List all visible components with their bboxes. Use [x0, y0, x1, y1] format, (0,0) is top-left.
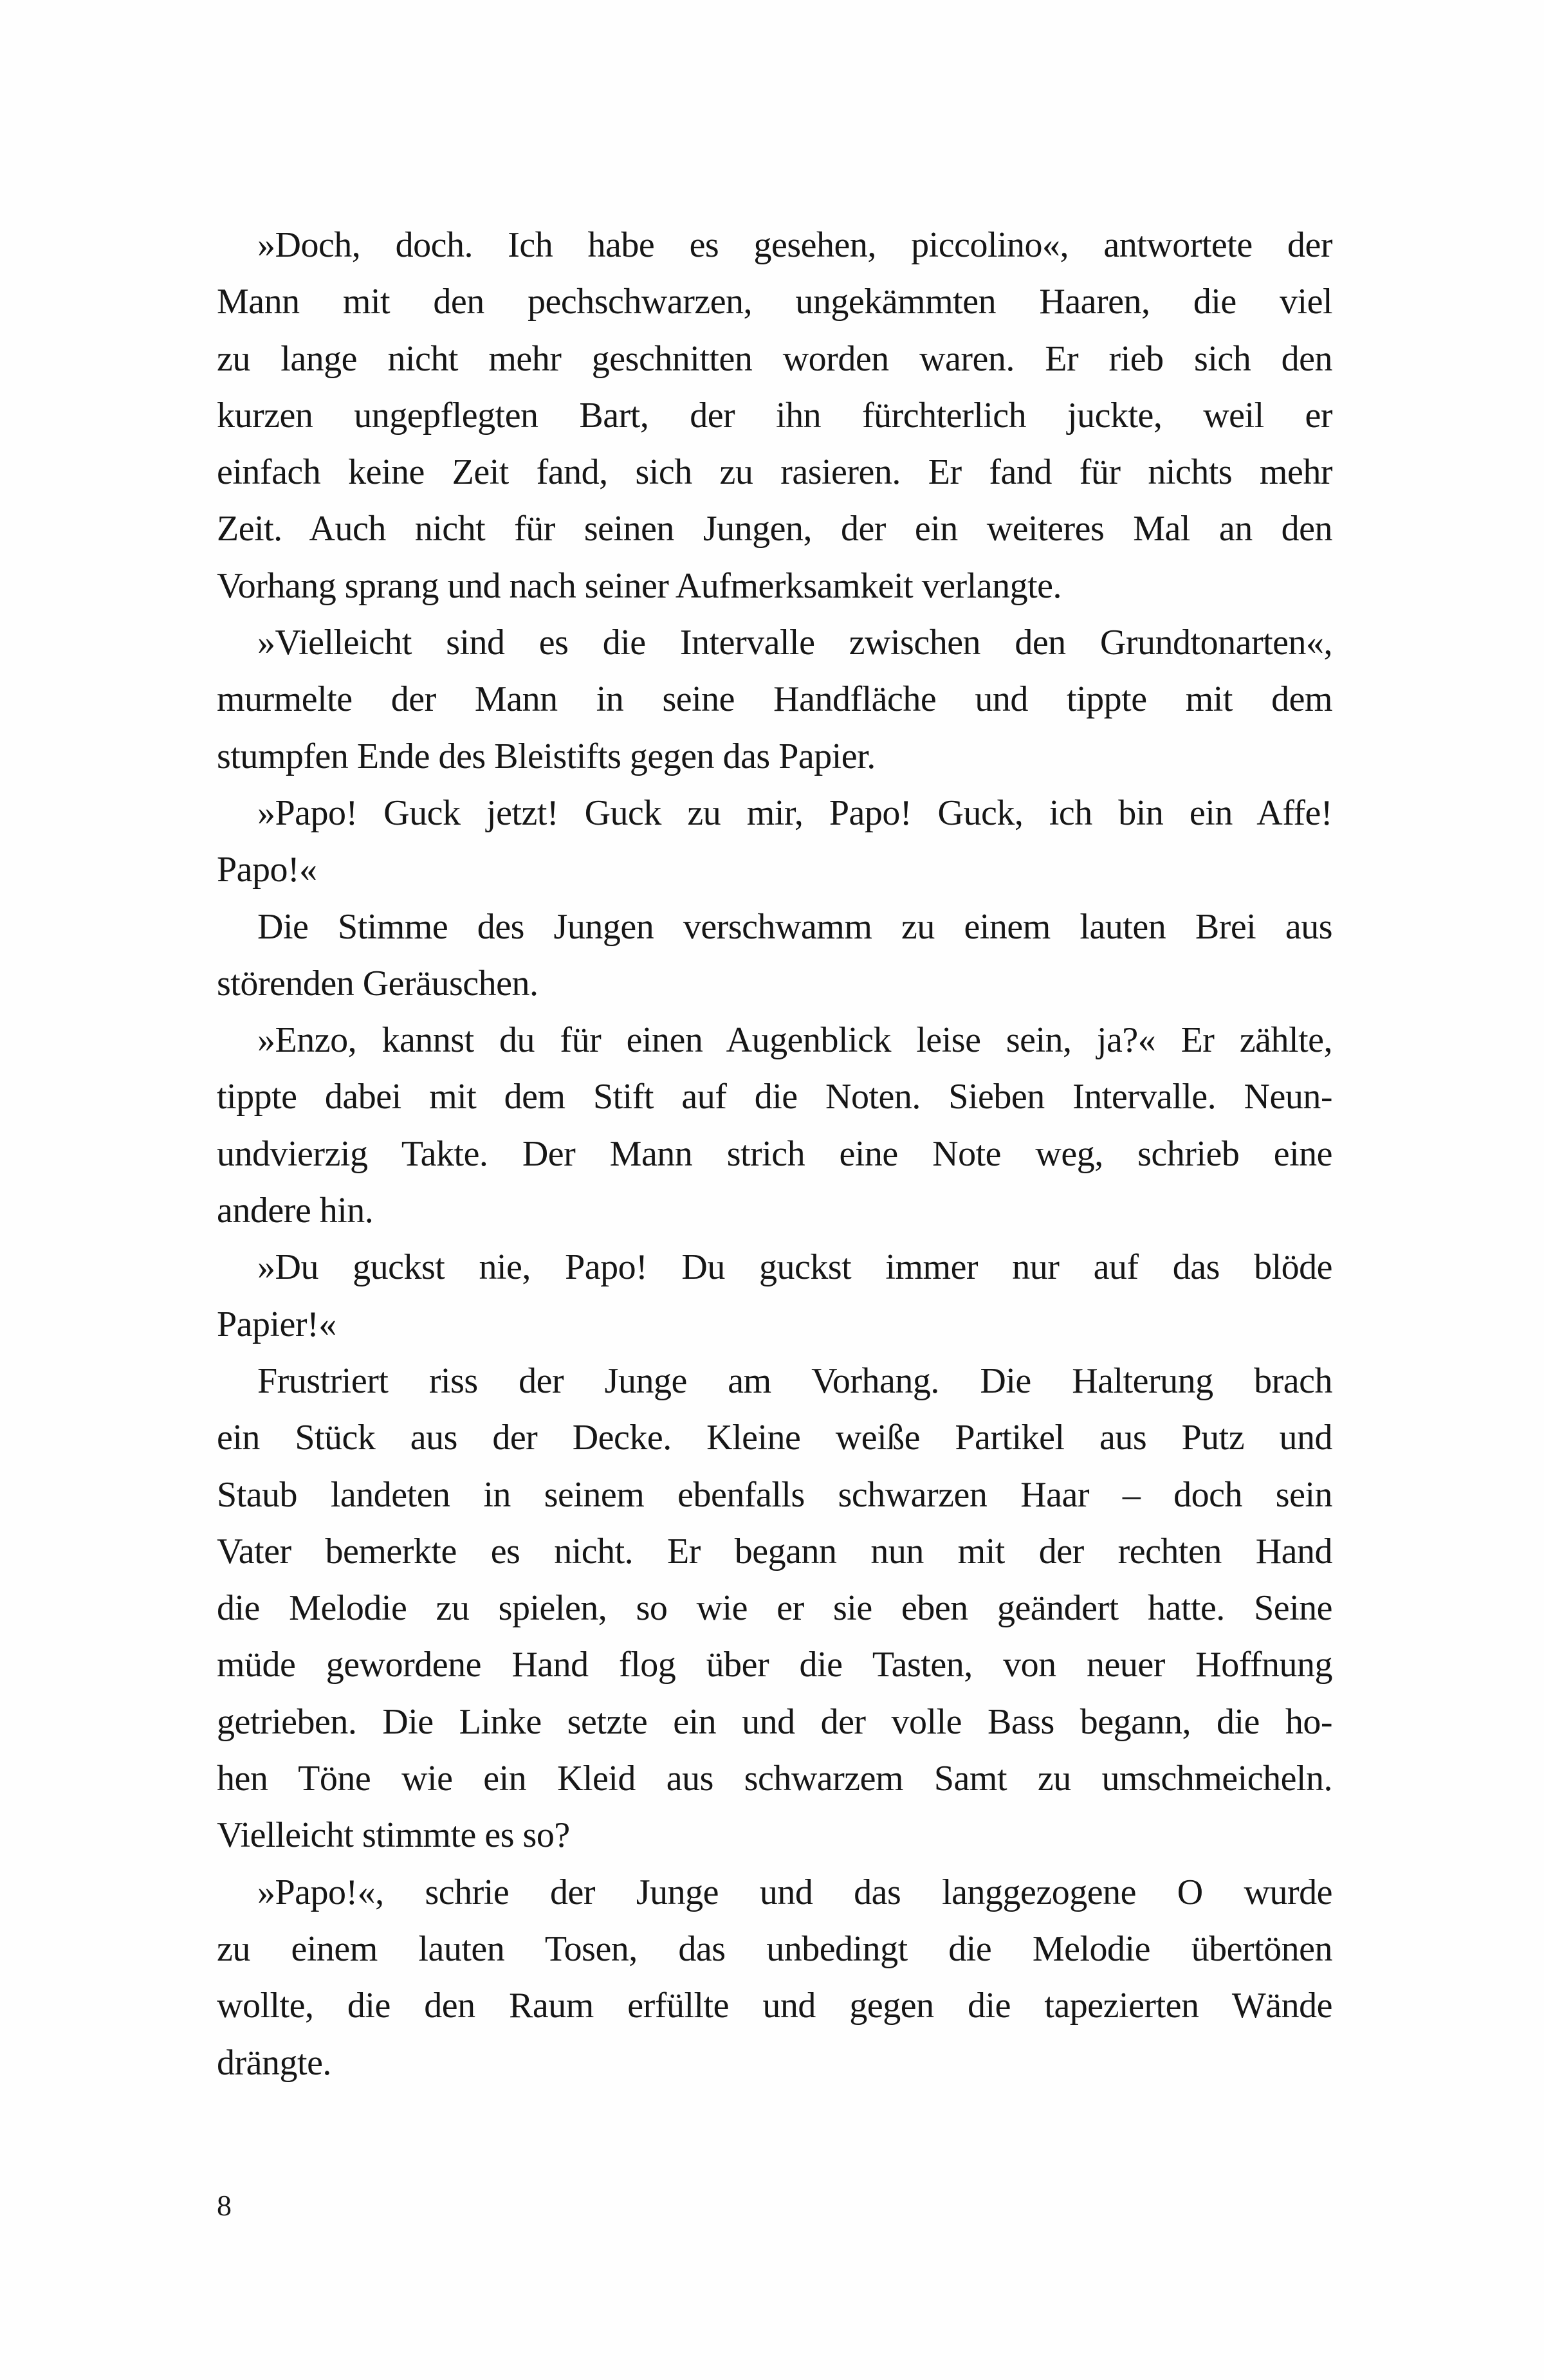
text-line: »Du guckst nie, Papo! Du guckst immer nur auf das blöde	[257, 1247, 1332, 1288]
text-line: Die Stimme des Jungen verschwamm zu einem lauten Brei aus	[257, 906, 1332, 947]
text-line: Vielleicht stimmte es so?	[217, 1815, 570, 1856]
text-line: »Doch, doch. Ich habe es gesehen, piccolino«, antwortete der	[257, 225, 1332, 265]
paragraph	[217, 785, 1332, 899]
text-line: die Melodie zu spielen, so wie er sie eben geändert hatte. Seine	[217, 1588, 1332, 1629]
paragraph	[217, 1012, 1332, 1239]
text-line: Zeit. Auch nicht für seinen Jungen, der ein weiteres Mal an den	[217, 509, 1332, 549]
text-line: müde gewordene Hand flog über die Tasten, von neuer Hoffnung	[217, 1645, 1332, 1685]
paragraph	[217, 614, 1332, 785]
text-line: »Papo!«, schrie der Junge und das langgezogene O wurde	[257, 1872, 1332, 1912]
text-line: Mann mit den pechschwarzen, ungekämmten Haaren, die viel	[217, 282, 1332, 322]
text-line: zu einem lauten Tosen, das unbedingt die Melodie übertönen	[217, 1928, 1332, 1969]
text-line: »Papo! Guck jetzt! Guck zu mir, Papo! Guck, ich bin ein Affe!	[257, 792, 1332, 833]
text-line: drängte.	[217, 2042, 331, 2083]
text-line: kurzen ungepflegten Bart, der ihn fürchterlich juckte, weil er	[217, 395, 1332, 435]
text-line: undvierzig Takte. Der Mann strich eine Note weg, schrieb eine	[217, 1133, 1332, 1174]
paragraph	[217, 1353, 1332, 1864]
text-line: andere hin.	[217, 1191, 374, 1231]
text-line: ein Stück aus der Decke. Kleine weiße Partikel aus Putz und	[217, 1418, 1332, 1458]
text-block	[217, 217, 1332, 2091]
paragraph	[217, 1239, 1332, 1353]
text-line: Vater bemerkte es nicht. Er begann nun mit der rechten Hand	[217, 1531, 1332, 1571]
text-line: zu lange nicht mehr geschnitten worden waren. Er rieb sich den	[217, 338, 1332, 379]
text-line: »Vielleicht sind es die Intervalle zwischen den Grundtonarten«,	[257, 623, 1332, 663]
paragraph	[217, 1864, 1332, 2091]
text-line: einfach keine Zeit fand, sich zu rasieren. Er fand für nichts mehr	[217, 452, 1332, 493]
text-line: Papier!«	[217, 1304, 336, 1344]
text-line: »Enzo, kannst du für einen Augenblick leise sein, ja?« Er zählte,	[257, 1020, 1332, 1061]
text-line: Papo!«	[217, 850, 317, 890]
paragraph	[217, 899, 1332, 1012]
text-line: störenden Geräuschen.	[217, 963, 538, 1003]
text-line: Vorhang sprang und nach seiner Aufmerksamkeit verlangte.	[217, 565, 1062, 606]
text-line: getrieben. Die Linke setzte ein und der volle Bass begann, die ho-	[217, 1701, 1332, 1742]
text-line: murmelte der Mann in seine Handfläche und tippte mit dem	[217, 679, 1332, 720]
text-line: hen Töne wie ein Kleid aus schwarzem Samt zu umschmeicheln.	[217, 1759, 1332, 1799]
text-line: wollte, die den Raum erfüllte und gegen die tapezierten Wände	[217, 1986, 1332, 2026]
paragraph	[217, 217, 1332, 614]
page-number: 8	[217, 2189, 232, 2222]
text-line: tippte dabei mit dem Stift auf die Noten. Sieben Intervalle. Neun-	[217, 1077, 1332, 1117]
text-line: stumpfen Ende des Bleistifts gegen das Papier.	[217, 736, 876, 776]
text-line: Staub landeten in seinem ebenfalls schwarzen Haar – doch sein	[217, 1474, 1332, 1515]
text-line: Frustriert riss der Junge am Vorhang. Die Halterung brach	[257, 1360, 1332, 1401]
